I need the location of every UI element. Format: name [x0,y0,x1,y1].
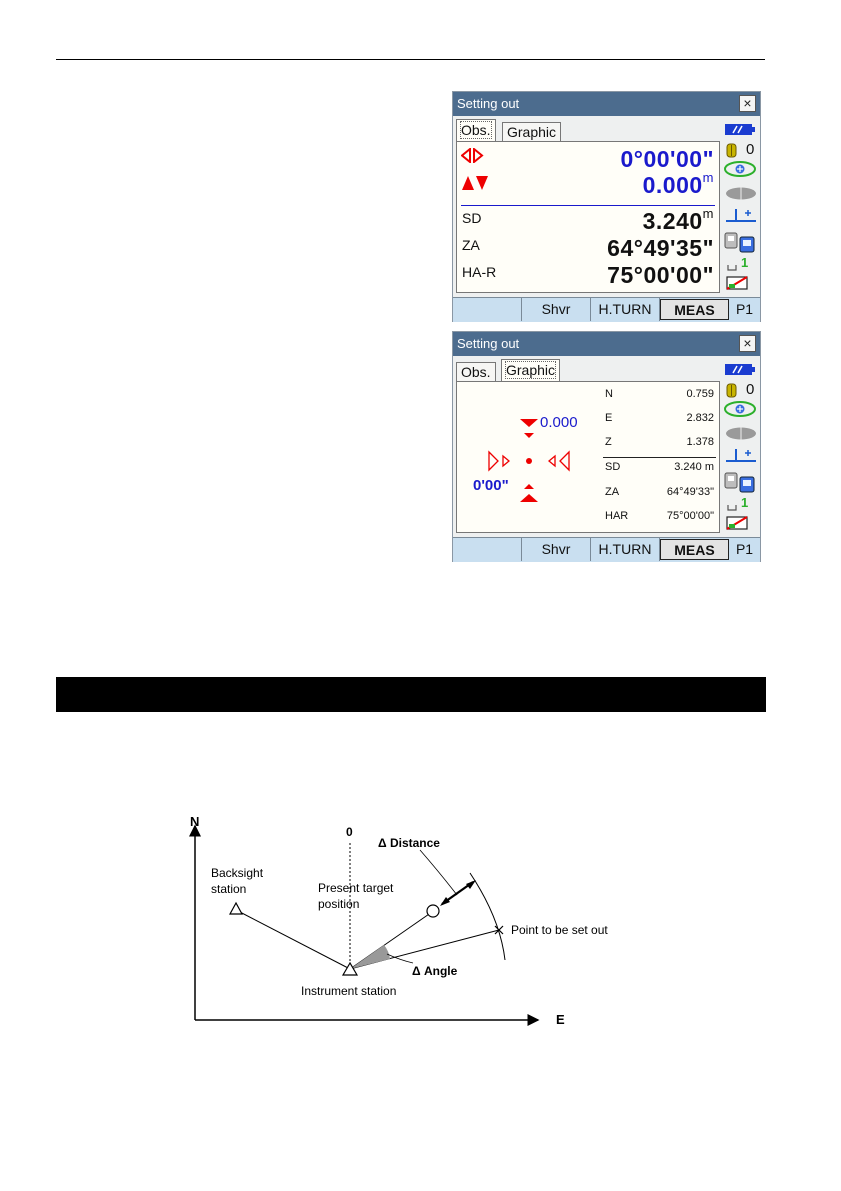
softkey-h-turn[interactable]: H.TURN [591,538,660,561]
softkey-page[interactable]: P1 [735,301,754,317]
graphic-za-value: 64°49'33" [666,486,714,498]
softkey-bar [453,537,760,562]
har-value: 75°00'00" [607,262,714,288]
rotate-right-arrow-small-icon [503,456,509,466]
move-toward-arrow-icon [520,419,538,427]
graphic-har-label: HAR [605,510,629,522]
battery-icon[interactable] [725,123,757,136]
backsight-line [238,911,350,969]
memory-icon[interactable] [725,515,757,531]
coord-e-value: 2.832 [686,412,714,424]
softkey-shvr[interactable]: Shvr [522,538,591,561]
tilt-compensation-icon[interactable] [725,447,757,467]
target-prism-icon[interactable] [726,143,738,158]
guide-light-icon[interactable] [725,427,757,440]
angle-diff-value: 0°00'00" [620,146,714,172]
laser-plummet-icon[interactable] [723,400,757,418]
za-value: 64°49'35" [607,235,714,261]
move-away-arrow-small-icon [524,484,534,489]
coord-z-value: 1.378 [686,436,714,448]
obs-panel [456,141,720,293]
setting-out-diagram [170,808,640,1033]
instrument-station-icon [343,963,357,975]
graphic-panel [456,381,720,533]
setting-out-screen-graphic [452,331,761,562]
move-away-arrow-icon [520,494,538,502]
distance-arc [470,873,505,960]
softkey-page[interactable]: P1 [735,541,754,557]
communication-icon[interactable] [723,230,757,254]
delta-distance-label: Δ Distance [378,836,440,850]
backsight-label-1: Backsight [211,866,264,880]
tilt-compensation-icon[interactable] [725,207,757,227]
instrument-station-label: Instrument station [301,984,397,998]
coord-z-label: Z [605,436,612,448]
status-sidebar [721,119,760,296]
rotate-left-arrow-icon [560,452,569,470]
softkey-h-turn[interactable]: H.TURN [591,298,660,321]
distance-leader [420,850,457,895]
n-axis-label: N [190,814,200,829]
set-out-point-label: Point to be set out [511,923,608,937]
har-label: HA-R [462,264,497,280]
graphic-sd-value: 3.240 m [674,461,714,473]
target-constant: 0 [746,141,755,158]
softkey-blank[interactable] [453,538,522,561]
softkey-meas[interactable]: MEAS [660,299,729,320]
close-button[interactable]: × [739,95,756,112]
rotate-right-arrow-icon [489,452,498,470]
zero-label: 0 [346,825,353,839]
section-heading-bar [56,677,766,712]
tilt-count: 1 [741,255,749,270]
graphic-sd-label: SD [605,461,621,473]
distance-diff-value: 0.000$^m$ [642,170,714,198]
sd-value: 3.240$^m$ [642,206,714,234]
za-label: ZA [462,237,480,253]
close-button[interactable]: × [739,335,756,352]
backsight-label-2: station [211,882,247,896]
distance-diff-icon [461,175,491,191]
present-target-icon [427,905,439,917]
graphic-separator [603,457,716,458]
target-constant: 0 [746,381,755,398]
battery-icon[interactable] [725,363,757,376]
graphic-distance-diff: 0.000 [540,414,578,431]
window-title: Setting out [457,96,520,111]
communication-icon[interactable] [723,470,757,494]
present-target-label-2: position [318,897,360,911]
e-axis-label: E [556,1012,565,1027]
coord-n-value: 0.759 [686,388,714,400]
tab-graphic[interactable]: Graphic [501,359,560,381]
coord-n-label: N [605,388,613,400]
softkey-blank[interactable] [453,298,522,321]
sd-label: SD [462,210,482,226]
move-toward-arrow-small-icon [524,433,534,438]
laser-plummet-icon[interactable] [723,160,757,178]
title-bar [453,332,760,356]
tab-obs[interactable]: Obs. [456,119,496,141]
angle-diff-icon [461,148,491,163]
guide-light-icon[interactable] [725,187,757,200]
graphic-angle-diff: 0'00" [473,477,509,494]
tab-obs[interactable]: Obs. [456,362,496,381]
tilt-count: 1 [741,495,749,510]
title-bar [453,92,760,116]
graphic-har-value: 75°00'00" [666,510,714,522]
separator [461,205,715,206]
delta-angle-label: Δ Angle [412,964,458,978]
status-sidebar [721,359,760,536]
coord-e-label: E [605,412,613,424]
softkey-shvr[interactable]: Shvr [522,298,591,321]
softkey-meas[interactable]: MEAS [660,539,729,560]
target-point-icon [526,458,532,464]
header-rule [56,59,765,60]
memory-icon[interactable] [725,275,757,291]
window-title: Setting out [457,336,520,351]
backsight-station-icon [230,903,242,914]
setting-out-screen-obs [452,91,761,322]
target-prism-icon[interactable] [726,383,738,398]
graphic-za-label: ZA [605,486,620,498]
tab-graphic[interactable]: Graphic [502,122,561,141]
delta-angle-wedge [350,945,390,969]
present-target-label-1: Present target [318,881,394,895]
rotate-left-arrow-small-icon [549,456,555,466]
softkey-bar [453,297,760,322]
